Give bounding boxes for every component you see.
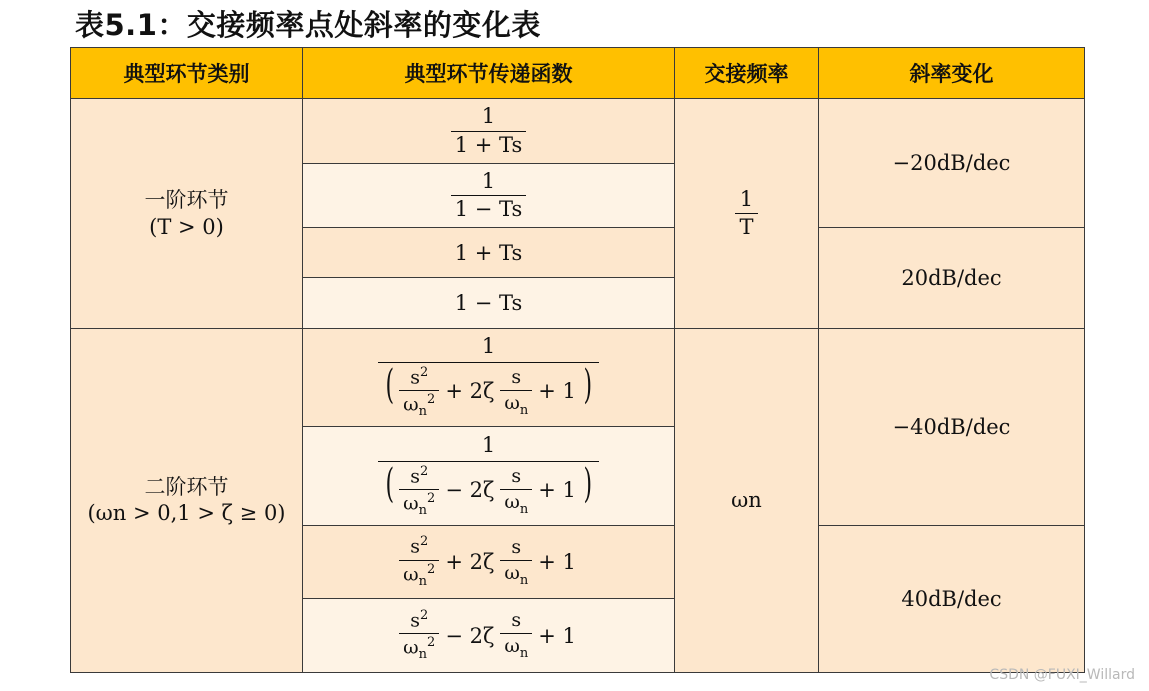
table-title: 表5.1：交接频率点处斜率的变化表 <box>75 8 541 42</box>
slope-neg40: −40dB/dec <box>819 328 1085 525</box>
header-row <box>71 48 1085 99</box>
table-row <box>71 328 1085 427</box>
freq-second-order: ωn <box>675 328 819 672</box>
header-transfer-function: 典型环节传递函数 <box>303 48 675 99</box>
tf-cell: $\frac{1}{1 + Ts}$ <box>303 99 675 163</box>
tf-cell: $\frac{s^2}{\omega_n^2}$ + 2ζ $\frac{s}{\omega_n}$ + 1 <box>303 526 675 599</box>
slope-change-table <box>70 47 1085 673</box>
tf-cell: $\frac{1}{1 - Ts}$ <box>303 163 675 227</box>
header-slope-change: 斜率变化 <box>819 48 1085 99</box>
slope-pos20: 20dB/dec <box>819 228 1085 329</box>
tf-cell: 1 ( $\frac{s^2}{\omega_n^2}$ + 2ζ $\frac{s}{\omega_n}$ + 1 ) <box>303 328 675 427</box>
table-row <box>71 99 1085 163</box>
header-category: 典型环节类别 <box>71 48 303 99</box>
category-second-order: 二阶环节 (ωn > 0,1 > ζ ≥ 0) <box>71 328 303 672</box>
slope-neg20: −20dB/dec <box>819 99 1085 228</box>
freq-first-order: $\frac{1}{T}$ <box>675 99 819 328</box>
watermark: CSDN @FUXI_Willard <box>989 667 1135 683</box>
tf-cell: 1 ( $\frac{s^2}{\omega_n^2}$ − 2ζ $\frac{s}{\omega_n}$ + 1 ) <box>303 427 675 526</box>
category-first-order: 一阶环节 (T > 0) <box>71 99 303 328</box>
tf-cell: $\frac{s^2}{\omega_n^2}$ − 2ζ $\frac{s}{\omega_n}$ + 1 <box>303 599 675 673</box>
slope-pos40: 40dB/dec <box>819 526 1085 673</box>
tf-cell: 1 + Ts <box>303 228 675 278</box>
tf-cell: 1 − Ts <box>303 278 675 328</box>
header-corner-frequency: 交接频率 <box>675 48 819 99</box>
